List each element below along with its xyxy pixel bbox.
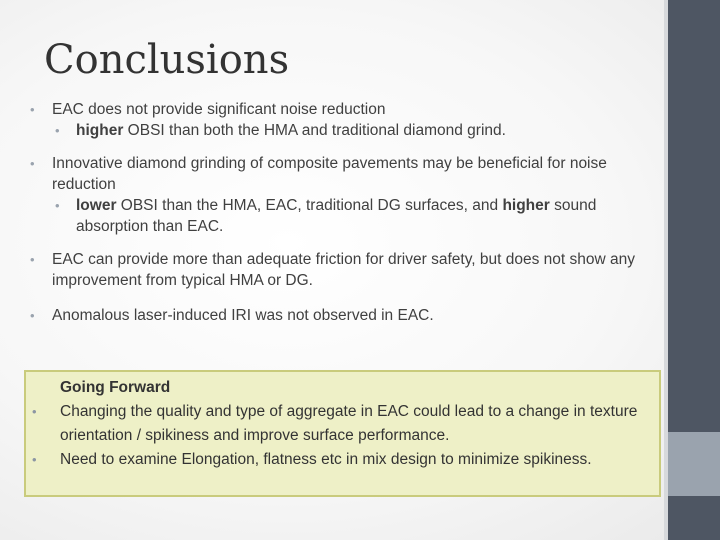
bullet-text: Innovative diamond grinding of composite pavements may be beneficial for noise reduction [52, 155, 607, 193]
emphasis-text: higher [76, 122, 124, 139]
bullet-text: EAC does not provide significant noise reduction [52, 101, 386, 118]
emphasis-text: lower [76, 197, 117, 214]
sub-list-item [30, 120, 655, 141]
list-item [26, 448, 651, 472]
list-item [30, 99, 655, 120]
sidebar-accent-block [668, 432, 720, 496]
list-item [26, 400, 651, 448]
emphasis-text: higher [502, 197, 550, 214]
sub-bullet-text: OBSI than the HMA, EAC, traditional DG surfaces, and [116, 197, 503, 214]
page-title: Conclusions [44, 37, 290, 83]
bullet-dot-icon: • [30, 102, 35, 117]
bullet-text: EAC can provide more than adequate friction for driver safety, but does not show any improvement from typical HMA or DG. [52, 251, 636, 289]
sub-bullet-text: OBSI than both the HMA and traditional diamond grind. [123, 122, 506, 139]
list-item [30, 305, 655, 326]
bullet-dot-icon: • [55, 123, 60, 138]
bullet-dot-icon: • [30, 252, 35, 267]
going-forward-box [24, 370, 661, 497]
bullet-dot-icon: • [30, 156, 35, 171]
bullet-text: Anomalous laser-induced IRI was not observed in EAC. [52, 307, 434, 324]
bullet-dot-icon: • [32, 452, 37, 467]
bullet-dot-icon: • [30, 308, 35, 323]
going-forward-heading: Going Forward [60, 379, 171, 396]
bullet-dot-icon: • [32, 404, 37, 419]
sub-bullet-text: sound absorption than EAC. [76, 197, 597, 235]
list-item [30, 249, 655, 291]
conclusions-list [30, 99, 655, 326]
sub-list-item [30, 195, 655, 237]
going-forward-text: Changing the quality and type of aggregate in EAC could lead to a change in texture orientation / spikiness and improve surface performance. [60, 403, 638, 444]
going-forward-text: Need to examine Elongation, flatness etc in mix design to minimize spikiness. [60, 451, 592, 468]
bullet-dot-icon: • [55, 198, 60, 213]
list-item [30, 153, 655, 195]
